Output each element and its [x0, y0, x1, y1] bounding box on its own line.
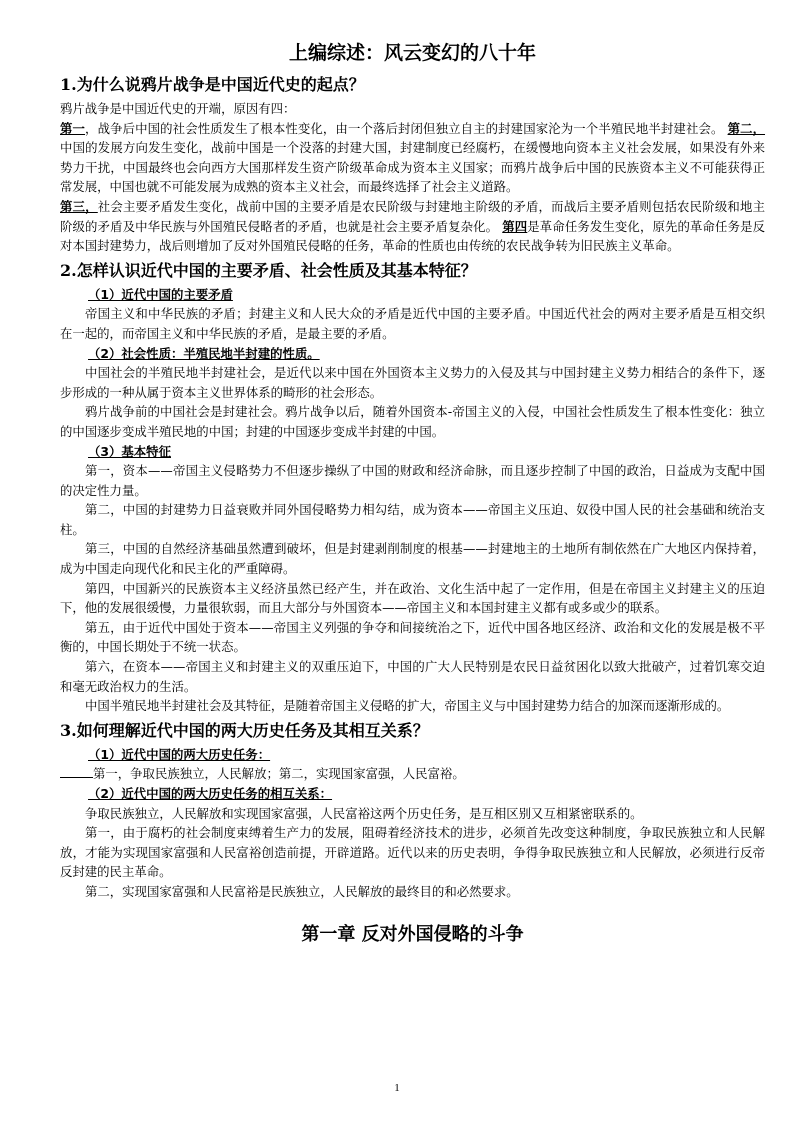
- q1-third-label: 第三，: [60, 198, 98, 214]
- page-title: 上编综述：风云变幻的八十年: [288, 42, 536, 64]
- q3-s1-paragraph: [60, 764, 765, 784]
- question-1-heading: 1.为什么说鸦片战争是中国近代史的起点？: [60, 75, 365, 94]
- chapter-title: 第一章 反对外国侵略的斗争: [301, 923, 524, 945]
- page-number: 1: [394, 1082, 400, 1094]
- q3-paragraph-3: 第二，实现国家富强和人民富裕是民族独立，人民解放的最终目的和必然要求。: [85, 883, 519, 899]
- q3-subheading-1: （1）近代中国的两大历史任务：: [88, 746, 271, 762]
- document-page: [60, 40, 765, 946]
- q1-paragraph-2: [60, 197, 765, 256]
- q1-first-text: ，战争后中国的社会性质发生了根本性变化，由一个落后封闭但独立自主的封建国家沦为一个半殖民地半封建社会。: [85, 120, 724, 136]
- q2-feature-2: 第二，中国的封建势力日益衰败并同外国侵略势力相勾结，成为资本——帝国主义压迫、奴役中国人民的社会基础和统治支柱。: [60, 502, 765, 537]
- question-2-heading: 2.怎样认识近代中国的主要矛盾、社会性质及其基本特征？: [60, 260, 477, 280]
- q2-conclusion: 中国半殖民地半封建社会及其特征，是随着帝国主义侵略的扩大，帝国主义与中国封建势力结合的加深而逐渐形成的。: [85, 698, 730, 714]
- q1-first-label: 第一: [60, 120, 86, 136]
- question-3-heading: 3.如何理解近代中国的两大历史任务及其相互关系？: [60, 720, 429, 740]
- q2-s2-paragraph-1: 中国社会的半殖民地半封建社会，是近代以来中国在外国资本主义势力的入侵及其与中国封建主义势力相结合的条件下，逐步形成的一种从属于资本主义世界体系的畸形的社会形态。: [60, 365, 765, 400]
- q1-fourth-text: 是革命任务发生变化，原先的革命任务是反对本国封建势力，战后则增加了反对外国殖民侵略的任务，革命的性质也由传统的农民战争转为旧民族主义革命。: [60, 218, 766, 254]
- q3-subheading-2: （2）近代中国的两大历史任务的相互关系：: [88, 786, 333, 801]
- q2-s1-paragraph: 帝国主义和中华民族的矛盾；封建主义和人民大众的矛盾是近代中国的主要矛盾。中国近代社会的两对主要矛盾是互相交织在一起的，而帝国主义和中华民族的矛盾，是最主要的矛盾。: [60, 306, 765, 341]
- q2-feature-3: 第三，中国的自然经济基础虽然遭到破坏，但是封建剥削制度的根基——封建地主的土地所有制依然在广大地区内保持着，成为中国走向现代化和民主化的严重障碍。: [60, 541, 765, 577]
- q1-second-text: 中国的发展方向发生变化，战前中国是一个没落的封建大国，封建制度已经腐朽，在缓慢地向资本主义社会发展，如果没有外来势力干扰，中国最终也会向西方大国那样发生资产阶级革命成为资本主义国家；而鸦片战争后中国的民族资本主义不可能获得正常发展，中国也就不可能发展为成熟的资本主义社会，而最终选择了社会主义道路。: [60, 140, 765, 195]
- q2-subheading-2: （2）社会性质：半殖民地半封建的性质。: [88, 345, 320, 361]
- q3-s1-text: 第一，争取民族独立，人民解放；第二，实现国家富强，人民富裕。: [93, 766, 465, 782]
- q3-paragraph-1: 争取民族独立，人民解放和实现国家富强，人民富裕这两个历史任务，是互相区别又互相紧密联系的。: [85, 805, 643, 821]
- q2-feature-4: 第四，中国新兴的民族资本主义经济虽然已经产生，并在政治、文化生活中起了一定作用，但是在帝国主义封建主义的压迫下，他的发展很缓慢，力量很软弱，而且大部分与外国资本——帝国主义和本国封建主义都有或多或少的联系。: [60, 580, 765, 616]
- q2-subheading-1: （1）近代中国的主要矛盾: [88, 286, 233, 302]
- q1-third-text: 社会主要矛盾发生变化，战前中国的主要矛盾是农民阶级与封建地主阶级的矛盾，而战后主要矛盾则包括农民阶级和地主阶级的矛盾及中华民族与外国殖民侵略者的矛盾，也就是社会主要矛盾复杂化。: [60, 198, 766, 234]
- q2-feature-6: 第六，在资本——帝国主义和封建主义的双重压迫下，中国的广大人民特别是农民日益贫困化以致大批破产，过着饥寒交迫和毫无政治权力的生活。: [60, 659, 765, 694]
- q1-paragraph-1: [60, 119, 765, 197]
- q1-intro: 鸦片战争是中国近代史的开端，原因有四：: [60, 101, 296, 116]
- q2-feature-1: 第一，资本——帝国主义侵略势力不但逐步操纵了中国的财政和经济命脉，而且逐步控制了中国的政治，日益成为支配中国的决定性力量。: [60, 463, 765, 498]
- q1-second-label: 第二，: [727, 120, 766, 136]
- q2-s2-paragraph-2: 鸦片战争前的中国社会是封建社会。鸦片战争以后，随着外国资本-帝国主义的入侵，中国社会性质发生了根本性变化：独立的中国逐步变成半殖民地的中国；封建的中国逐步变成半封建的中国。: [60, 404, 765, 439]
- q2-feature-5: 第五，由于近代中国处于资本——帝国主义列强的争夺和间接统治之下，近代中国各地区经济、政治和文化的发展是极不平衡的，中国长期处于不统一状态。: [60, 619, 765, 655]
- q3-paragraph-2: 第一，由于腐朽的社会制度束缚着生产力的发展，阻碍着经济技术的进步，必须首先改变这种制度，争取民族独立和人民解放，才能为实现国家富强和人民富裕创造前提，开辟道路。近代以来的历史表明，争得争取民族独立和人民解放，必须进行反帝反封建的民主革命。: [60, 825, 765, 880]
- q2-subheading-3: （3）基本特征: [88, 443, 171, 459]
- q1-fourth-label: 第四: [502, 218, 528, 234]
- fill-blank-line: [60, 764, 93, 778]
